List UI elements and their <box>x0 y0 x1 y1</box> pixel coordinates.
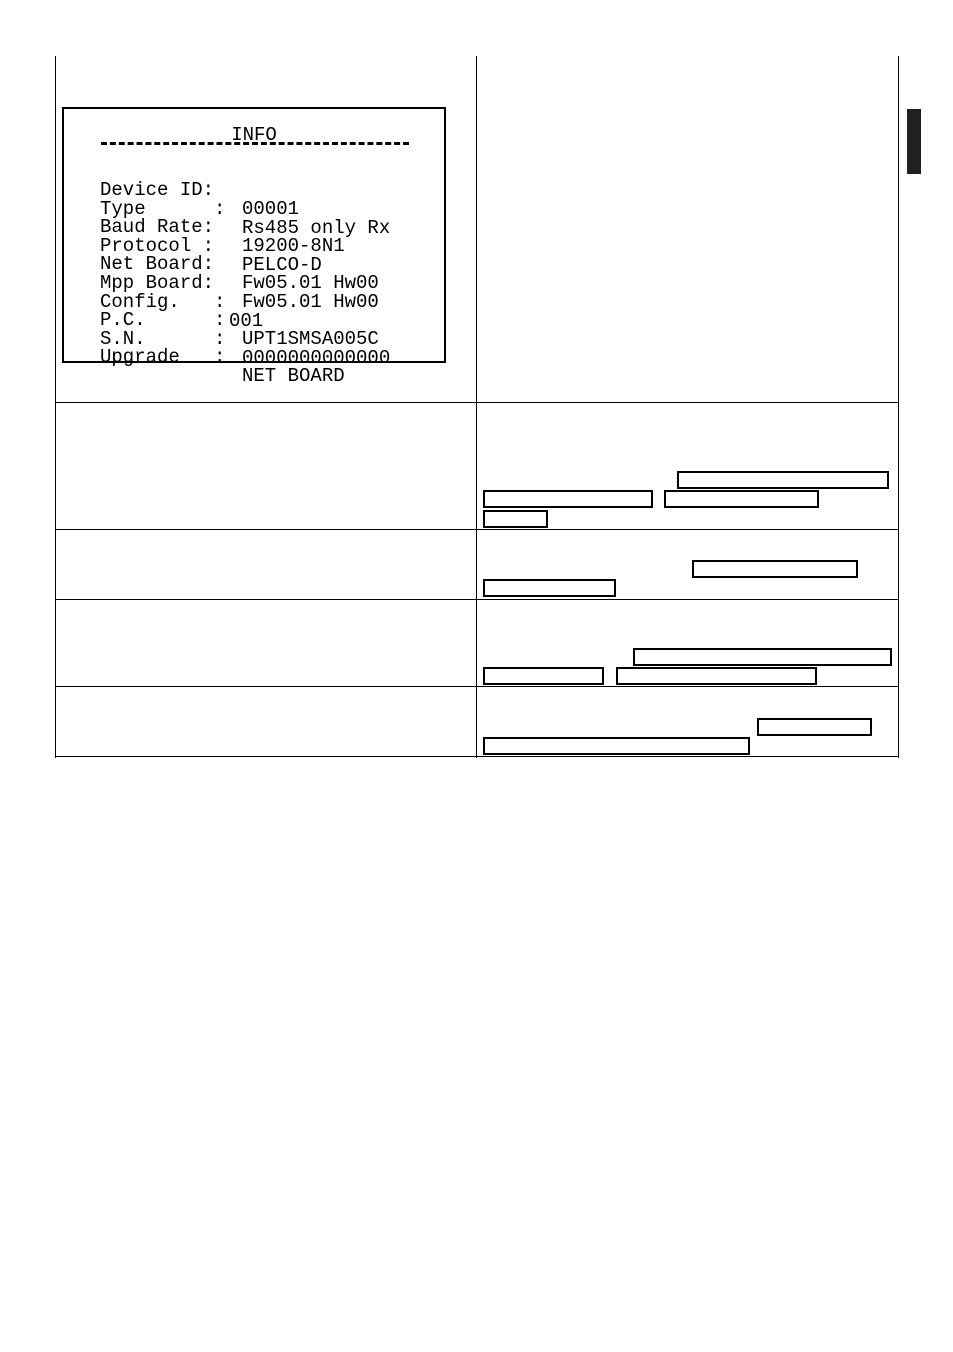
osd-label: Protocol : <box>100 235 215 257</box>
osd-label: P.C. : <box>100 309 226 331</box>
table-row-divider <box>55 599 899 600</box>
redaction-box <box>664 490 819 508</box>
osd-label: Device ID: <box>100 179 215 201</box>
redaction-box <box>483 490 653 508</box>
osd-separator <box>101 142 409 145</box>
osd-label: Upgrade : <box>100 346 226 368</box>
table-border-left <box>55 56 56 758</box>
osd-label: Net Board: <box>100 253 215 275</box>
redaction-box <box>483 667 604 685</box>
redaction-box <box>633 648 892 666</box>
table-border-bottom <box>55 756 899 757</box>
osd-value: PELCO-D <box>242 254 322 276</box>
osd-label: Type : <box>100 198 226 220</box>
redaction-box <box>483 579 616 597</box>
redaction-box <box>757 718 872 736</box>
redaction-box <box>616 667 817 685</box>
osd-label: Mpp Board: <box>100 272 215 294</box>
table-row-divider <box>55 402 899 403</box>
osd-value: Fw05.01 Hw00 <box>242 291 379 313</box>
redaction-box <box>483 737 750 755</box>
osd-value: 19200-8N1 <box>242 235 345 257</box>
redaction-box <box>677 471 889 489</box>
osd-value: Rs485 only Rx <box>242 217 391 239</box>
osd-label: Baud Rate: <box>100 216 215 238</box>
info-osd-screen <box>62 107 446 387</box>
table-column-divider <box>476 56 477 758</box>
osd-label: Config. : <box>100 291 226 313</box>
redaction-box <box>692 560 858 578</box>
osd-value: UPT1SMSA005C <box>242 328 379 350</box>
osd-value: 0000000000000 <box>242 347 391 369</box>
redaction-box <box>483 510 548 528</box>
osd-title: INFO <box>231 124 277 146</box>
osd-label: S.N. : <box>100 328 226 350</box>
table-border-right <box>898 56 899 758</box>
table-row-divider <box>55 529 899 530</box>
table-row-divider <box>55 686 899 687</box>
osd-value: 001 <box>229 310 264 332</box>
language-section-tab <box>907 109 921 174</box>
osd-value: Fw05.01 Hw00 <box>242 272 379 294</box>
osd-value: NET BOARD <box>242 365 345 387</box>
osd-value: 00001 <box>242 198 300 220</box>
